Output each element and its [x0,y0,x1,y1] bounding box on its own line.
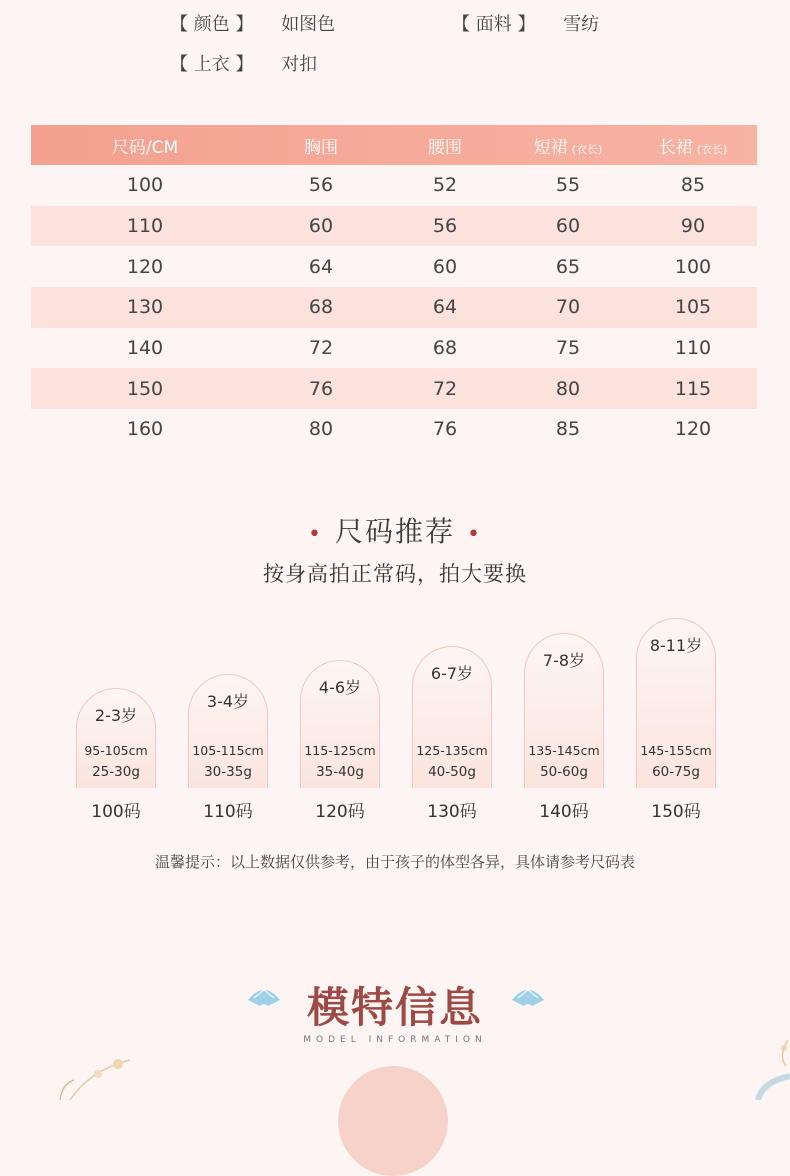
model-title: 模特信息 [306,983,483,1032]
attr-top-key: 【 上衣 】 [170,54,254,75]
size-card-weight: 30-35g [204,764,252,780]
cell-size: 100 [126,174,164,197]
cell-waist: 60 [432,255,458,278]
cell-long-skirt: 105 [674,296,712,319]
cell-size: 160 [126,418,164,441]
cell-size: 150 [126,377,164,400]
cell-long-skirt: 85 [680,174,706,197]
size-card-label: 120码 [315,802,365,822]
recommend-subtitle: 按身高拍正常码，拍大要换 [263,562,527,586]
cell-short-skirt: 55 [555,174,581,197]
size-card-height: 145-155cm [640,743,712,758]
cell-chest: 80 [308,418,334,441]
cell-long-skirt: 90 [680,215,706,238]
attr-color-key: 【 颜色 】 [170,14,254,35]
recommend-title-text: 尺码推荐 [334,515,455,548]
size-card-label: 140码 [539,802,589,822]
size-card-height: 115-125cm [304,743,376,758]
size-card-height: 135-145cm [528,743,600,758]
decorative-circle [338,1066,448,1176]
size-card-weight: 40-50g [428,764,476,780]
table-row [31,165,757,206]
cell-long-skirt: 115 [674,377,712,400]
fan-right-icon [510,986,546,1008]
header-short-skirt-sub: (衣长) [571,142,603,156]
cell-waist: 52 [432,174,458,197]
tip-text: 温馨提示：以上数据仅供参考，由于孩子的体型各异，具体请参考尺码表 [154,853,635,871]
table-row [31,246,757,287]
cell-chest: 64 [308,255,334,278]
size-card-age: 6-7岁 [430,664,474,683]
table-row [31,409,757,450]
table-row [31,287,757,328]
attr-fabric-key: 【 面料 】 [452,14,536,35]
size-card [188,674,268,788]
cell-short-skirt: 75 [555,337,581,360]
size-card-weight: 60-75g [652,764,700,780]
size-card-weight: 35-40g [316,764,364,780]
cell-chest: 68 [308,296,334,319]
header-short-skirt: 短裙 (衣长) [533,137,603,158]
cell-chest: 60 [308,215,334,238]
size-card-label: 150码 [651,802,701,822]
cell-chest: 56 [308,174,334,197]
header-size: 尺码/CM [111,137,179,158]
cell-size: 140 [126,337,164,360]
size-card-height: 95-105cm [84,743,148,758]
cell-waist: 72 [432,377,458,400]
attr-color [170,10,335,36]
size-card-weight: 50-60g [540,764,588,780]
size-card-weight: 25-30g [92,764,140,780]
size-card-height: 105-115cm [192,743,264,758]
size-card-age: 3-4岁 [206,692,250,711]
size-card-label: 100码 [91,802,141,822]
cell-waist: 76 [432,418,458,441]
attr-top [170,50,317,76]
cell-chest: 76 [308,377,334,400]
size-card-label: 130码 [427,802,477,822]
cell-short-skirt: 85 [555,418,581,441]
header-long-skirt: 长裙 (衣长) [658,137,728,158]
cell-size: 120 [126,255,164,278]
size-card [636,618,716,788]
recommend-dot-right: • [467,522,482,547]
table-row [31,328,757,369]
header-long-skirt-sub: (衣长) [696,142,728,156]
cell-short-skirt: 70 [555,296,581,319]
cell-short-skirt: 80 [555,377,581,400]
recommend-title [0,510,790,550]
recommend-dot-left: • [308,522,323,547]
cell-long-skirt: 100 [674,255,712,278]
header-waist: 腰围 [428,137,462,158]
attr-top-value: 对扣 [281,54,318,75]
cell-size: 110 [126,215,164,238]
cell-waist: 64 [432,296,458,319]
size-table [31,125,757,450]
leaf-decoration-icon [748,1040,790,1100]
size-card-age: 2-3岁 [94,706,138,725]
cell-chest: 72 [308,337,334,360]
cell-short-skirt: 60 [555,215,581,238]
size-card-label: 110码 [203,802,253,822]
size-table-body [31,165,757,450]
size-card-age: 7-8岁 [542,651,586,670]
cell-long-skirt: 110 [674,337,712,360]
cell-short-skirt: 65 [555,255,581,278]
size-card [524,633,604,788]
cell-waist: 68 [432,337,458,360]
cell-size: 130 [126,296,164,319]
table-row [31,368,757,409]
attr-color-value: 如图色 [281,14,336,35]
table-row [31,206,757,247]
size-card [412,646,492,788]
flower-decoration-icon [0,1040,140,1100]
header-chest: 胸围 [304,137,338,158]
size-card-age: 4-6岁 [318,678,362,697]
attr-fabric [452,10,599,36]
size-card [300,660,380,788]
attr-fabric-value: 雪纺 [563,14,600,35]
size-card [76,688,156,788]
model-subtitle: MODEL INFORMATION [303,1035,487,1045]
size-card-height: 125-135cm [416,743,488,758]
size-table-header [31,125,757,165]
cell-long-skirt: 120 [674,418,712,441]
size-card-age: 8-11岁 [649,636,703,655]
cell-waist: 56 [432,215,458,238]
